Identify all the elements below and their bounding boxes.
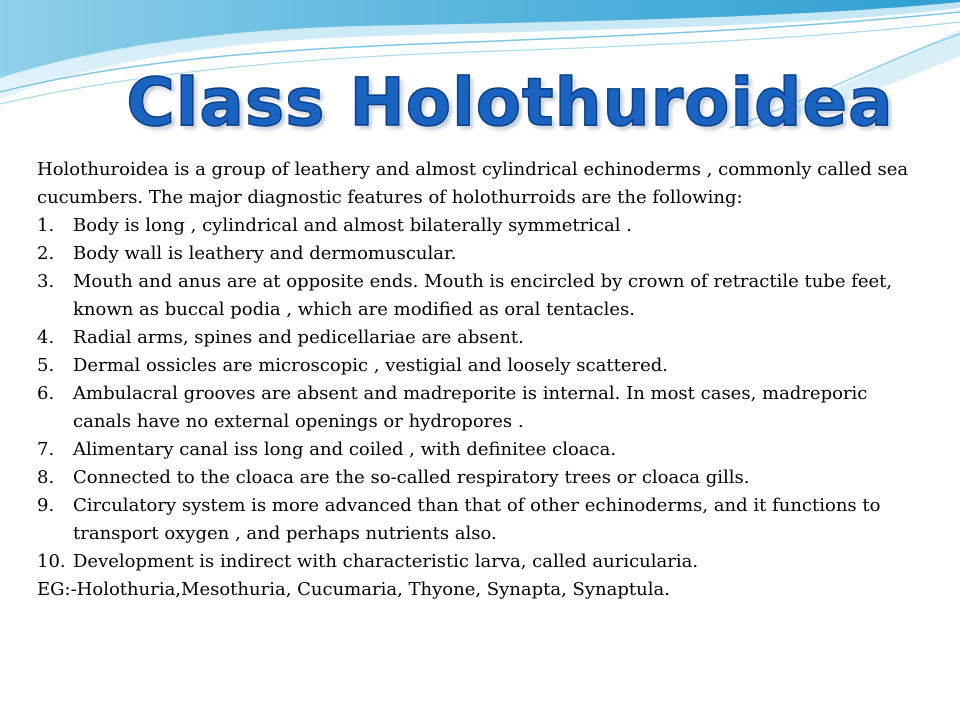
list-item bbox=[37, 464, 925, 492]
list-item bbox=[37, 380, 925, 436]
list-item bbox=[37, 492, 925, 548]
list-item-text: Radial arms, spines and pedicellariae are absent. bbox=[73, 327, 524, 348]
list-item bbox=[37, 240, 925, 268]
list-item-text: Body wall is leathery and dermomuscular. bbox=[73, 243, 457, 264]
list-number: 8. bbox=[37, 467, 55, 488]
list-item-text: Ambulacral grooves are absent and madreporite is internal. In most cases, madreporic canals have no external openings or hydropores . bbox=[73, 383, 868, 432]
list-item-text: Circulatory system is more advanced than that of other echinoderms, and it functions to transport oxygen , and perhaps nutrients also. bbox=[73, 495, 881, 544]
features-list bbox=[37, 212, 925, 576]
list-item bbox=[37, 324, 925, 352]
list-number: 1. bbox=[37, 215, 55, 236]
list-number: 6. bbox=[37, 383, 55, 404]
list-item-text: Connected to the cloaca are the so-called respiratory trees or cloaca gills. bbox=[73, 467, 750, 488]
intro-paragraph: Holothuroidea is a group of leathery and almost cylindrical echinoderms , commonly called sea cucumbers. The major diagnostic features of holothurroids are the following: bbox=[37, 159, 909, 208]
list-number: 10. bbox=[37, 551, 66, 572]
list-item bbox=[37, 352, 925, 380]
slide-body bbox=[37, 156, 925, 604]
list-item bbox=[37, 436, 925, 464]
list-item bbox=[37, 212, 925, 240]
list-item bbox=[37, 548, 925, 576]
examples-line: EG:-Holothuria,Mesothuria, Cucumaria, Thyone, Synapta, Synaptula. bbox=[37, 579, 670, 600]
list-item-text: Dermal ossicles are microscopic , vestigial and loosely scattered. bbox=[73, 355, 668, 376]
list-number: 4. bbox=[37, 327, 55, 348]
list-number: 2. bbox=[37, 243, 55, 264]
list-item bbox=[37, 268, 925, 324]
list-item-text: Mouth and anus are at opposite ends. Mouth is encircled by crown of retractile tube feet, known as buccal podia , which are modified as oral tentacles. bbox=[73, 271, 893, 320]
list-number: 5. bbox=[37, 355, 55, 376]
list-item-text: Development is indirect with characteristic larva, called auricularia. bbox=[73, 551, 699, 572]
list-number: 3. bbox=[37, 271, 55, 292]
list-number: 9. bbox=[37, 495, 55, 516]
list-item-text: Body is long , cylindrical and almost bilaterally symmetrical . bbox=[73, 215, 632, 236]
slide-title: Class Holothuroidea bbox=[126, 64, 894, 141]
list-number: 7. bbox=[37, 439, 55, 460]
list-item-text: Alimentary canal iss long and coiled , with definitee cloaca. bbox=[73, 439, 617, 460]
